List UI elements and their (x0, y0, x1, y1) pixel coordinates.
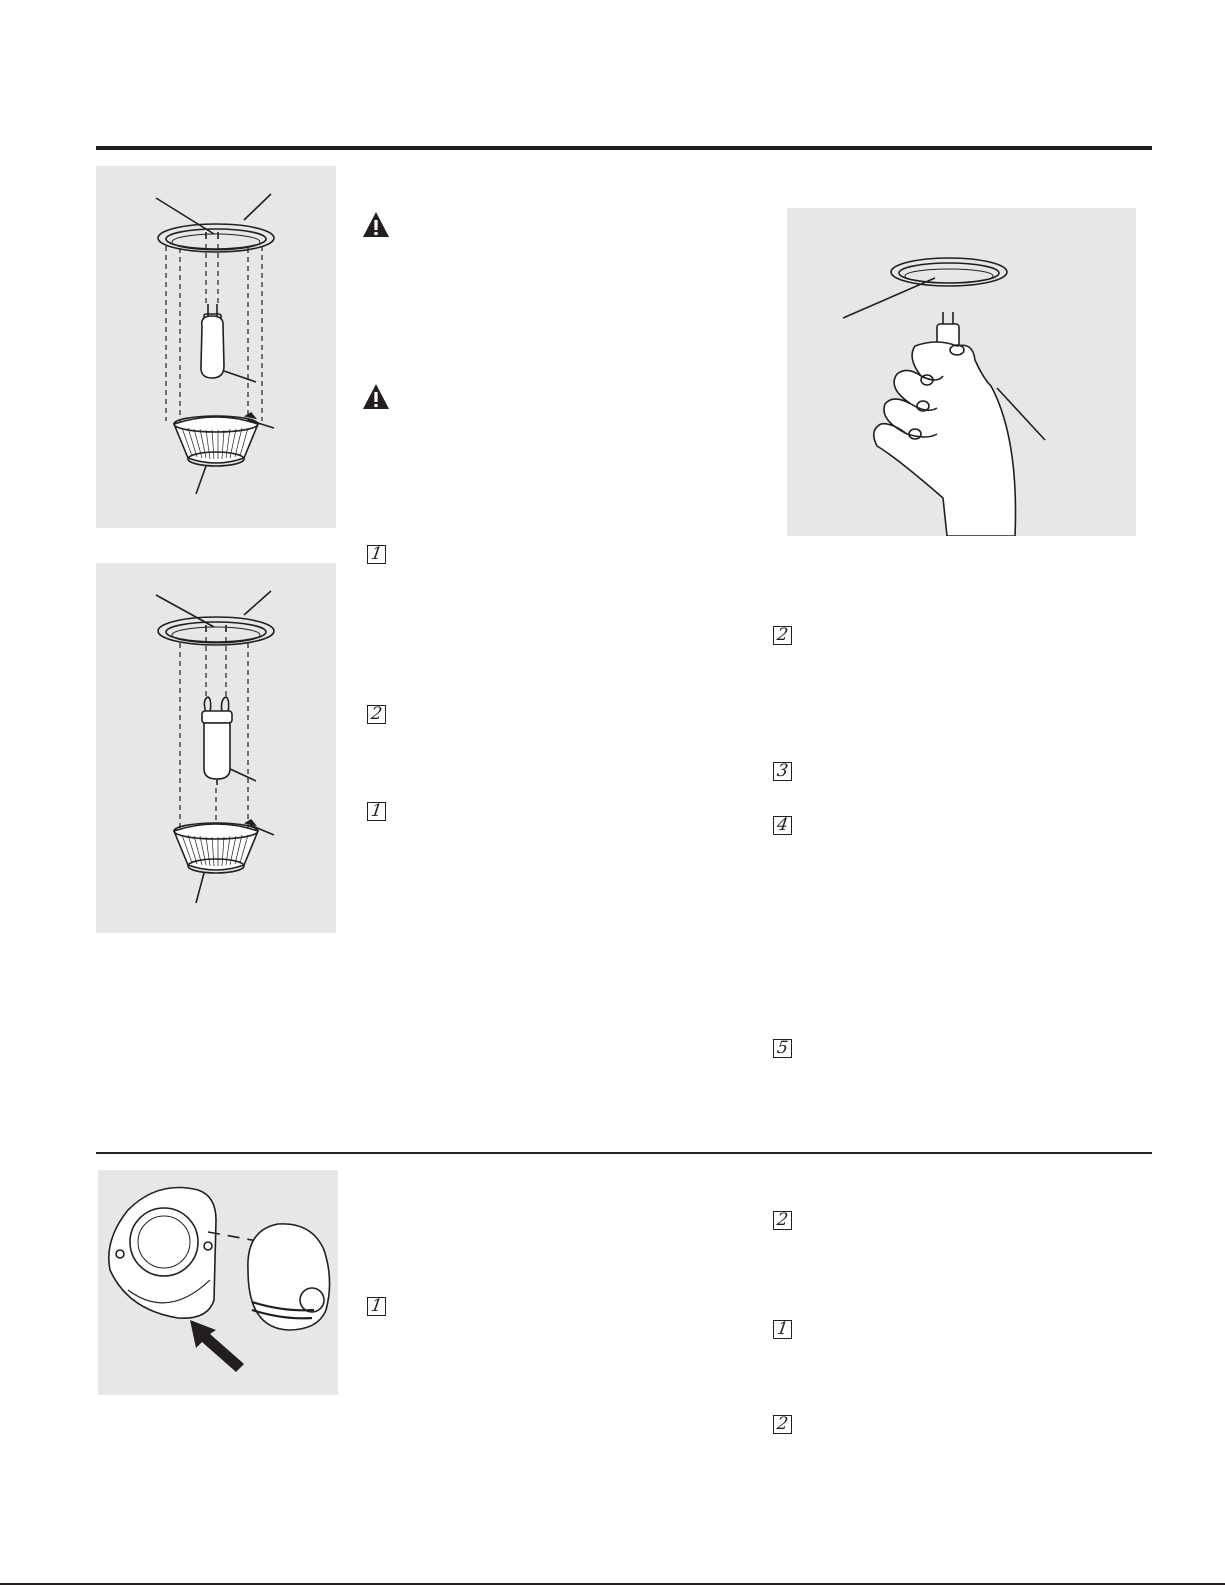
step-badge: 2 (773, 1415, 792, 1434)
step-badge: 5 (773, 1039, 792, 1058)
section-divider-rule (96, 1152, 1152, 1154)
socket-and-cover-illustration (98, 1170, 338, 1395)
step-badge: 2 (367, 705, 386, 724)
step-badge: 1 (367, 802, 386, 821)
halogen-lamp-illustration (96, 563, 336, 933)
warning-triangle-icon (361, 382, 391, 412)
lamp-assembly-diagram-1 (96, 166, 336, 528)
warning-triangle-icon (361, 210, 391, 240)
arrow-icon (190, 1320, 244, 1372)
bulb-replacement-diagram (787, 208, 1136, 536)
lamp-assembly-diagram-2 (96, 563, 336, 933)
step-badge: 1 (367, 1297, 386, 1316)
section-top-rule (96, 146, 1152, 150)
step-badge: 4 (773, 816, 792, 835)
step-badge: 3 (773, 762, 792, 781)
step-badge: 2 (773, 626, 792, 645)
step-badge: 1 (773, 1320, 792, 1339)
lamp-assembly-illustration (96, 166, 336, 528)
step-badge: 2 (773, 1211, 792, 1230)
socket-cover-diagram (98, 1170, 338, 1395)
hand-holding-bulb-illustration (787, 208, 1136, 536)
step-badge: 1 (367, 545, 386, 564)
